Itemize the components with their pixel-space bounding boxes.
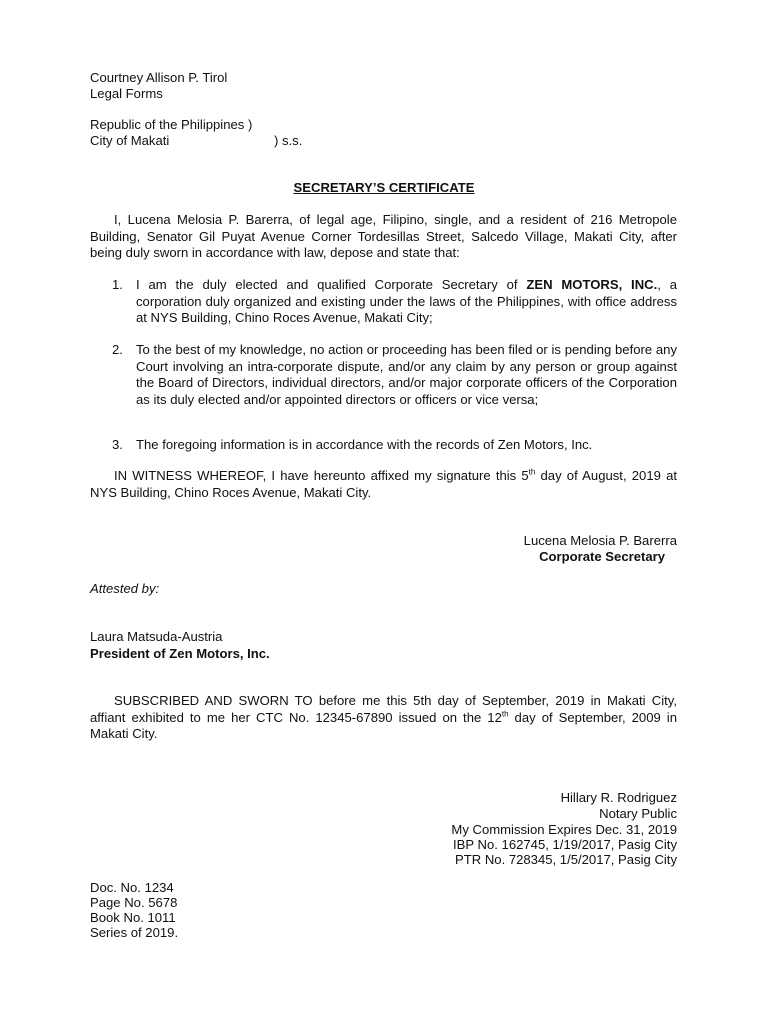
document-title: SECRETARY’S CERTIFICATE	[293, 180, 475, 195]
docket-series: Series of 2019.	[90, 925, 179, 940]
attested-label: Attested by:	[90, 581, 160, 596]
jurat-paragraph: SUBSCRIBED AND SWORN TO before me this 5th day of September, 2019 in Makati City, affiant exhibited to me her CTC No. 12345-67890 issued on the 12th day of September, 2009 in Makati City.	[90, 693, 677, 741]
attester-role: President of Zen Motors, Inc.	[90, 646, 270, 661]
attester-name: Laura Matsuda-Austria	[90, 629, 223, 644]
list-item-number: 3.	[112, 437, 123, 452]
signatory-name: Lucena Melosia P. Barerra	[523, 533, 677, 548]
list-item	[112, 437, 677, 454]
docket-doc: Doc. No. 1234	[90, 880, 174, 895]
ordinal-suffix: th	[501, 709, 509, 719]
notary-title: Notary Public	[599, 806, 677, 821]
ordinal-suffix: th	[528, 467, 536, 477]
company-name: ZEN MOTORS, INC.	[526, 277, 658, 292]
intro-paragraph: I, Lucena Melosia P. Barerra, of legal age, Filipino, single, and a resident of 216 Metropole Building, Senator Gil Puyat Avenue Corner Tordesillas Street, Salcedo Village, Makati City, after being duly sworn in accordance with law, depose and state that:	[90, 212, 677, 260]
docket-page: Page No. 5678	[90, 895, 178, 910]
list-item-text: The foregoing information is in accordance with the records of Zen Motors, Inc.	[136, 437, 593, 452]
list-item-number: 2.	[112, 342, 123, 357]
notary-ptr: PTR No. 728345, 1/5/2017, Pasig City	[455, 852, 677, 867]
witness-paragraph: IN WITNESS WHEREOF, I have hereunto affixed my signature this 5th day of August, 2019 at NYS Building, Chino Roces Avenue, Makati City.	[90, 467, 677, 500]
docket-book: Book No. 1011	[90, 910, 176, 925]
author-name: Courtney Allison P. Tirol	[90, 70, 228, 85]
list-item	[112, 342, 677, 408]
document-category: Legal Forms	[90, 86, 163, 101]
signatory-role: Corporate Secretary	[539, 549, 665, 564]
list-item-text: I am the duly elected and qualified Corporate Secretary of ZEN MOTORS, INC., a corporation duly organized and existing under the laws of the Philippines, with office address at NYS Building, Chino Roces Avenue, Makati City;	[136, 277, 677, 325]
notary-commission: My Commission Expires Dec. 31, 2019	[451, 822, 677, 837]
venue-city: City of Makati	[90, 133, 170, 148]
notary-ibp: IBP No. 162745, 1/19/2017, Pasig City	[453, 837, 677, 852]
venue-republic: Republic of the Philippines )	[90, 117, 253, 132]
list-item-number: 1.	[112, 277, 123, 292]
notary-name: Hillary R. Rodriguez	[560, 790, 677, 805]
venue-ss: ) s.s.	[274, 133, 303, 148]
list-item	[112, 277, 677, 327]
list-item-text: To the best of my knowledge, no action or proceeding has been filed or is pending before any Court involving an intra-corporate dispute, and/or any claim by any person or group against the Board of Directors, individual directors, and/or major corporate officers of the Corporation as its duly elected and/or appointed directors or officers or vice versa;	[136, 342, 677, 407]
